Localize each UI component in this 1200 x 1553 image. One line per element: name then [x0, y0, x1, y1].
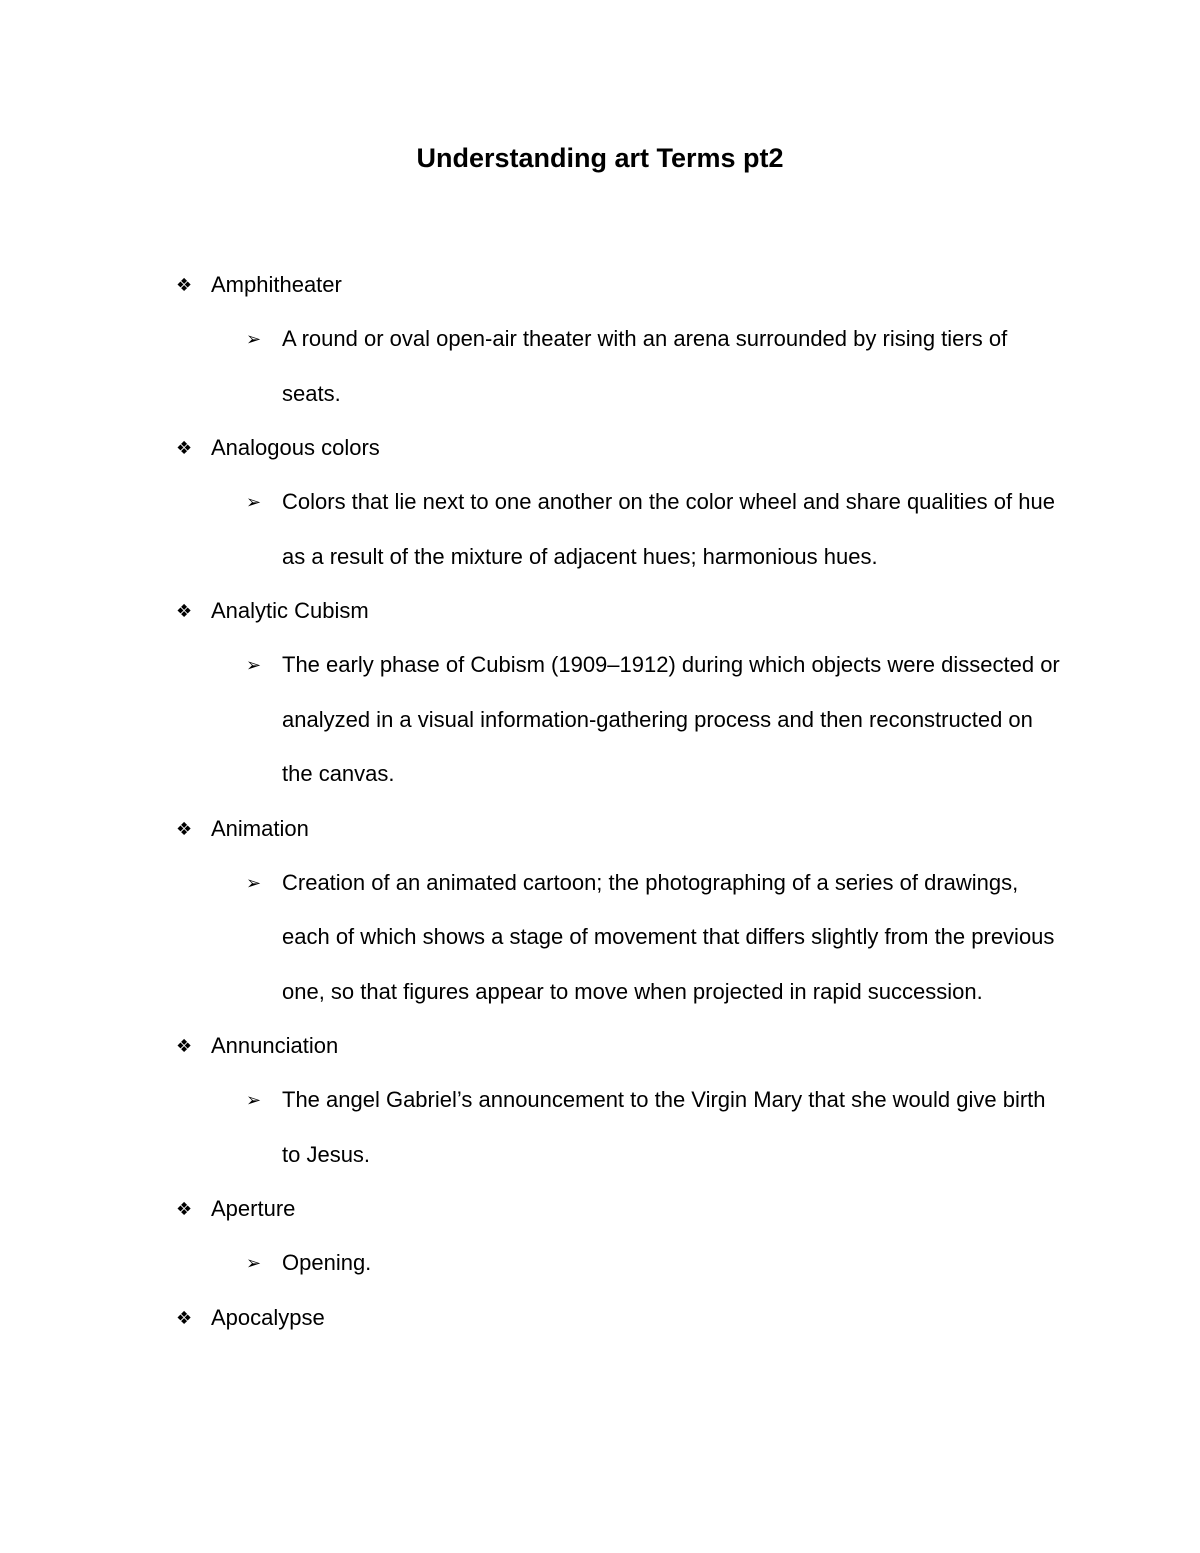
definition [0, 312, 1062, 421]
definition-text: The angel Gabriel’s announcement to the Virgin Mary that she would give birth to Jesus. [282, 1087, 1046, 1167]
definition-text: Opening. [282, 1250, 372, 1275]
diamond-bullet-icon: ❖ [176, 1036, 193, 1056]
term-name: Apocalypse [211, 1304, 325, 1330]
definition-text: Colors that lie next to one another on the color wheel and share qualities of hue as a result of the mixture of adjacent hues; harmonious hues. [282, 489, 1055, 569]
diamond-bullet-icon: ❖ [176, 1307, 193, 1328]
definition-text: Creation of an animated cartoon; the photographing of a series of drawings, each of which shows a stage of movement that differs slightly from the previous one, so that figures appear to move when projected in rapid succession. [282, 869, 1055, 1004]
term-name: Aperture [211, 1196, 296, 1221]
arrowhead-bullet-icon: ➢ [246, 872, 262, 893]
list-item [0, 1019, 1200, 1182]
arrowhead-bullet-icon: ➢ [246, 1253, 262, 1273]
definition [0, 638, 1062, 802]
definition-text: The early phase of Cubism (1909–1912) during which objects were dissected or analyzed in a visual information-gathering process and then reconstructed on the canvas. [282, 652, 1060, 786]
list-item [0, 584, 1200, 802]
diamond-bullet-icon: ❖ [176, 275, 193, 295]
term-name: Annunciation [211, 1033, 339, 1058]
page-title: Understanding art Terms pt2 [416, 143, 784, 173]
term-name: Animation [211, 815, 309, 841]
term-list [0, 258, 1200, 1345]
arrowhead-bullet-icon: ➢ [246, 1090, 262, 1110]
list-item [0, 1182, 1200, 1291]
list-item [0, 421, 1200, 584]
list-item [0, 1291, 1200, 1345]
diamond-bullet-icon: ❖ [176, 438, 193, 458]
term-name: Analogous colors [211, 435, 380, 460]
definition [0, 475, 1062, 584]
list-item [0, 802, 1200, 1020]
arrowhead-bullet-icon: ➢ [246, 492, 262, 512]
definition-text: A round or oval open-air theater with an arena surrounded by rising tiers of seats. [282, 326, 1008, 406]
definition [0, 1073, 1062, 1182]
arrowhead-bullet-icon: ➢ [246, 655, 262, 675]
list-item [0, 258, 1200, 421]
term-name: Analytic Cubism [211, 598, 369, 623]
diamond-bullet-icon: ❖ [176, 601, 193, 621]
diamond-bullet-icon: ❖ [176, 818, 193, 839]
diamond-bullet-icon: ❖ [176, 1199, 193, 1219]
definition [0, 856, 1062, 1020]
definition [0, 1236, 1062, 1291]
term-name: Amphitheater [211, 272, 342, 297]
arrowhead-bullet-icon: ➢ [246, 329, 262, 349]
